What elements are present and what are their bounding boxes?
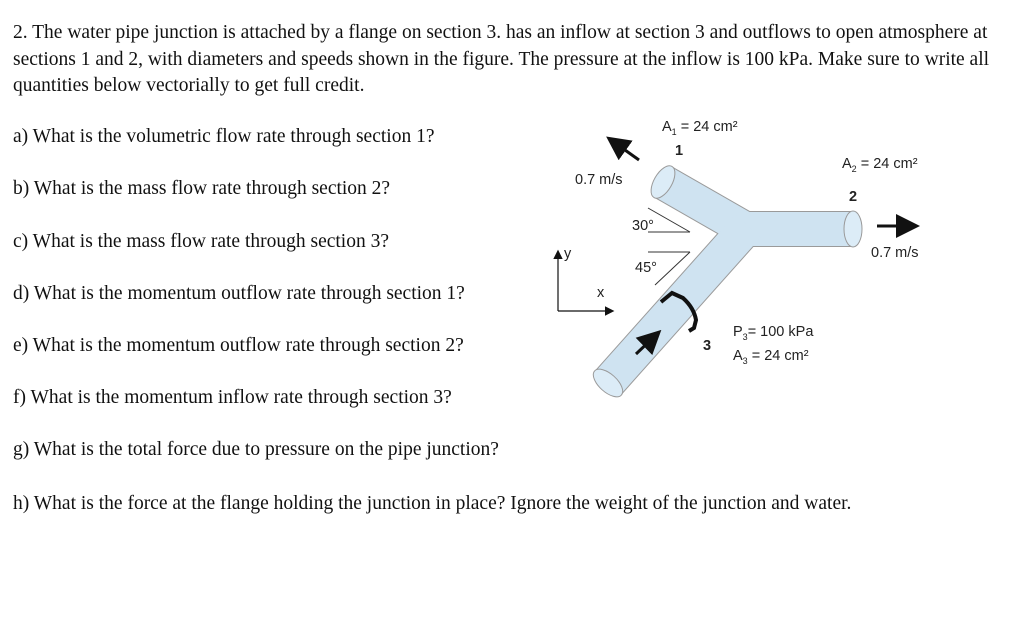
question-h: h) What is the force at the flange holding the junction in place? Ignore the weight of the junction and water. — [13, 493, 852, 514]
question-b: b) What is the mass flow rate through section 2? — [13, 178, 391, 199]
angle-30: 30° — [632, 218, 654, 234]
question-d: d) What is the momentum outflow rate through section 1? — [13, 283, 465, 304]
area-2-label: $A_2 = 24$ cm² — [842, 156, 918, 174]
problem-statement: 2. The water pipe junction is attached by a flange on section 3. has an inflow at section 3 and outflows to open atmosphere at sections 1 and 2, with diameters and speeds shown in the figure. The pressure at the inflow is 100 kPa. Make sure to write all quantities below vectorially to get full credit. — [13, 22, 990, 96]
question-a: a) What is the volumetric flow rate through section 1? — [13, 126, 435, 147]
section-3-label: 3 — [703, 338, 712, 354]
angle-45: 45° — [635, 260, 657, 276]
area-3-label: $A_3 = 24$ cm² — [733, 348, 809, 366]
pipe-body — [589, 162, 862, 402]
x-axis-label: x — [597, 285, 605, 301]
section-2-label: 2 — [849, 189, 858, 205]
pressure-3-label: $P_3= 100$ kPa — [733, 324, 814, 342]
velocity-arrow-1 — [611, 140, 639, 160]
question-c: c) What is the mass flow rate through section 3? — [13, 231, 389, 252]
speed-1-label: 0.7 m/s — [575, 172, 623, 188]
speed-2-label: 0.7 m/s — [871, 245, 919, 261]
area-1-label: $A_1 = 24$ cm² — [662, 119, 738, 137]
question-e: e) What is the momentum outflow rate through section 2? — [13, 335, 464, 356]
section-1-label: 1 — [675, 143, 684, 159]
y-axis-label: y — [564, 246, 572, 262]
question-f: f) What is the momentum inflow rate through section 3? — [13, 387, 452, 408]
question-g: g) What is the total force due to pressure on the pipe junction? — [13, 439, 499, 460]
